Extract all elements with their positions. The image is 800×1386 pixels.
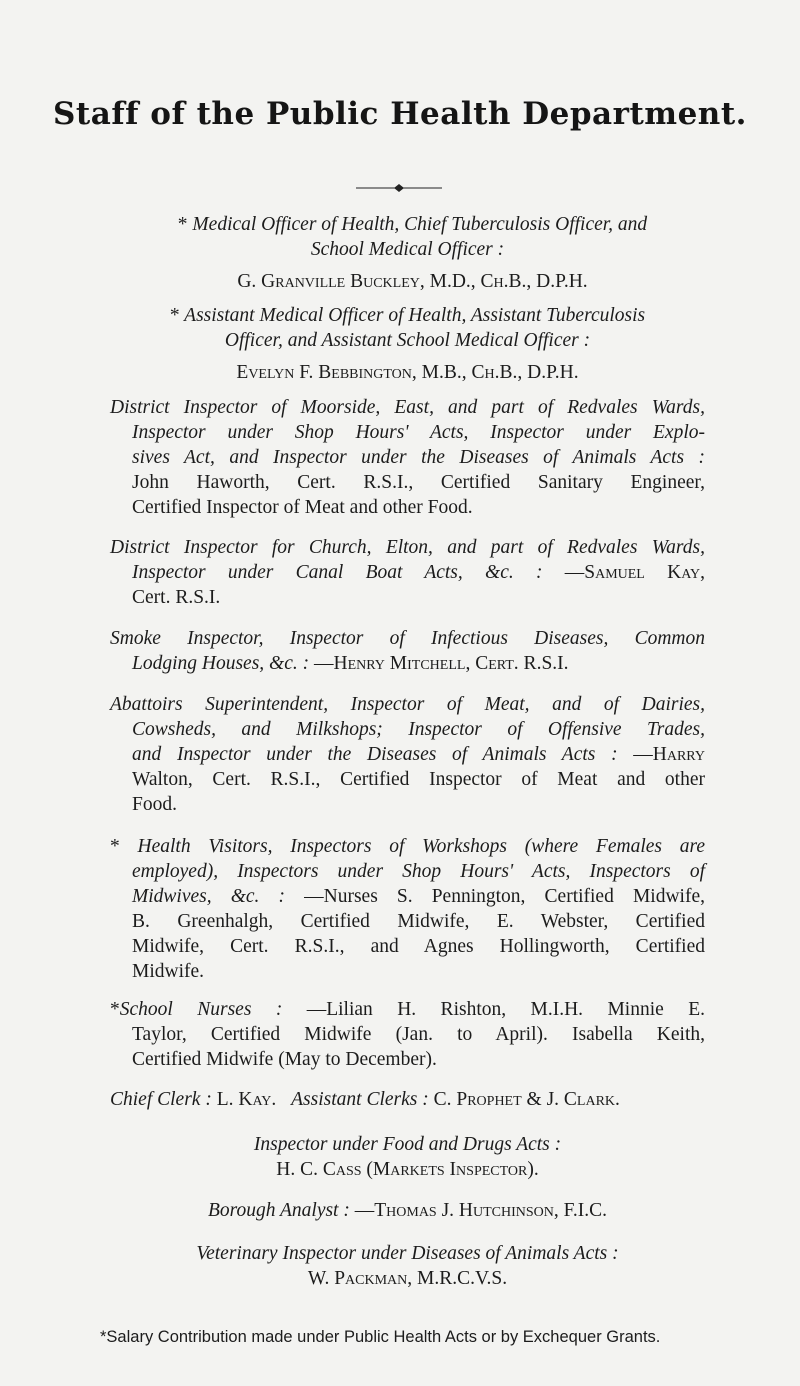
role-text: Cowsheds, and Milkshops; Inspector of Offensive Trades, (132, 719, 705, 740)
footnote: *Salary Contribution made under Public Health Acts or by Exchequer Grants. (100, 1328, 661, 1346)
role-text: Inspector under Shop Hours' Acts, Inspector under Explo- (132, 422, 705, 443)
asterisk: * (110, 999, 120, 1020)
asterisk: * (110, 836, 120, 857)
role-text: Borough Analyst : (207, 1200, 350, 1221)
qualification-text: Certified Inspector of Meat and other Food. (132, 497, 473, 518)
staff-name: —Nurses S. Pennington, Certified Midwife, (304, 886, 705, 907)
section-clerks (110, 1087, 705, 1112)
section-medical-officer (110, 212, 705, 294)
role-text: Officer, and Assistant School Medical Officer : (224, 330, 591, 351)
section-smoke-inspector (110, 626, 705, 676)
role-text: Lodging Houses, &c. : (132, 653, 310, 674)
staff-name: B. Greenhalgh, Certified Midwife, E. Webster, Certified (132, 911, 705, 932)
section-church-inspector (110, 535, 705, 610)
role-text: District Inspector for Church, Elton, and part of Redvales Wards, (110, 537, 705, 558)
section-assistant-medical-officer (110, 303, 705, 385)
role-text: Inspector under Food and Drugs Acts : (253, 1134, 562, 1155)
qualification-text: Midwife. (132, 961, 205, 982)
role-text: District Inspector of Moorside, East, and part of Redvales Wards, (110, 397, 705, 418)
qualification-text: Food. (132, 794, 177, 815)
staff-name: L. Kay. (216, 1089, 277, 1110)
role-text: Smoke Inspector, Inspector of Infectious Diseases, Common (110, 628, 705, 649)
staff-name: —Samuel Kay, (564, 562, 706, 583)
role-text: Medical Officer of Health, Chief Tuberculosis Officer, and (192, 214, 648, 235)
role-text: Health Visitors, Inspectors of Workshops (where Females are (137, 836, 706, 857)
section-abattoirs-superintendent (110, 692, 705, 817)
section-moorside-inspector (110, 395, 705, 520)
role-text: sives Act, and Inspector under the Diseases of Animals Acts : (132, 447, 705, 468)
staff-name: C. Prophet & J. Clark. (433, 1089, 620, 1110)
role-text: Inspector under Canal Boat Acts, &c. : (132, 562, 543, 583)
page-title: Staff of the Public Health Department. (53, 96, 747, 132)
staff-name: Walton, Cert. R.S.I., Certified Inspector of Meat and other (132, 769, 705, 790)
role-text: employed), Inspectors under Shop Hours' Acts, Inspectors of (132, 861, 705, 882)
role-text: Veterinary Inspector under Diseases of Animals Acts : (196, 1243, 619, 1264)
role-text: Assistant Medical Officer of Health, Assistant Tuberculosis (184, 305, 646, 326)
staff-name: Evelyn F. Bebbington, M.B., Ch.B., D.P.H. (236, 362, 579, 383)
section-borough-analyst (110, 1198, 705, 1223)
section-food-drugs-inspector (110, 1132, 705, 1182)
divider-ornament (356, 183, 442, 193)
staff-name: —Lilian H. Rishton, M.I.H. Minnie E. (306, 999, 705, 1020)
staff-name: Taylor, Certified Midwife (Jan. to April). Isabella Keith, (132, 1024, 705, 1045)
role-text: Midwives, &c. : (132, 886, 286, 907)
role-text: Chief Clerk : (110, 1089, 212, 1110)
staff-name: W. Packman, M.R.C.V.S. (307, 1268, 508, 1289)
staff-name: H. C. Cass (Markets Inspector). (276, 1159, 539, 1180)
role-text: Abattoirs Superintendent, Inspector of Meat, and of Dairies, (110, 694, 705, 715)
staff-name: —Henry Mitchell, Cert. R.S.I. (314, 653, 569, 674)
staff-name: —Thomas J. Hutchinson, F.I.C. (354, 1200, 608, 1221)
role-text: School Medical Officer : (310, 239, 505, 260)
section-health-visitors (110, 834, 705, 984)
asterisk: * (169, 305, 180, 326)
section-school-nurses (110, 997, 705, 1072)
role-text: and Inspector under the Diseases of Animals Acts : (132, 744, 618, 765)
staff-name: Certified Midwife (May to December). (132, 1049, 437, 1070)
staff-name: G. Granville Buckley, M.D., Ch.B., D.P.H. (237, 271, 588, 292)
section-veterinary-inspector (110, 1241, 705, 1291)
staff-name: —Harry (633, 744, 705, 765)
role-text: Assistant Clerks : (291, 1089, 429, 1110)
staff-name: Midwife, Cert. R.S.I., and Agnes Hollingworth, Certified (132, 936, 705, 957)
staff-name: John Haworth, Cert. R.S.I., Certified Sanitary Engineer, (132, 472, 705, 493)
role-text: School Nurses : (119, 999, 283, 1020)
qualification-text: Cert. R.S.I. (132, 587, 221, 608)
asterisk: * (177, 214, 188, 235)
